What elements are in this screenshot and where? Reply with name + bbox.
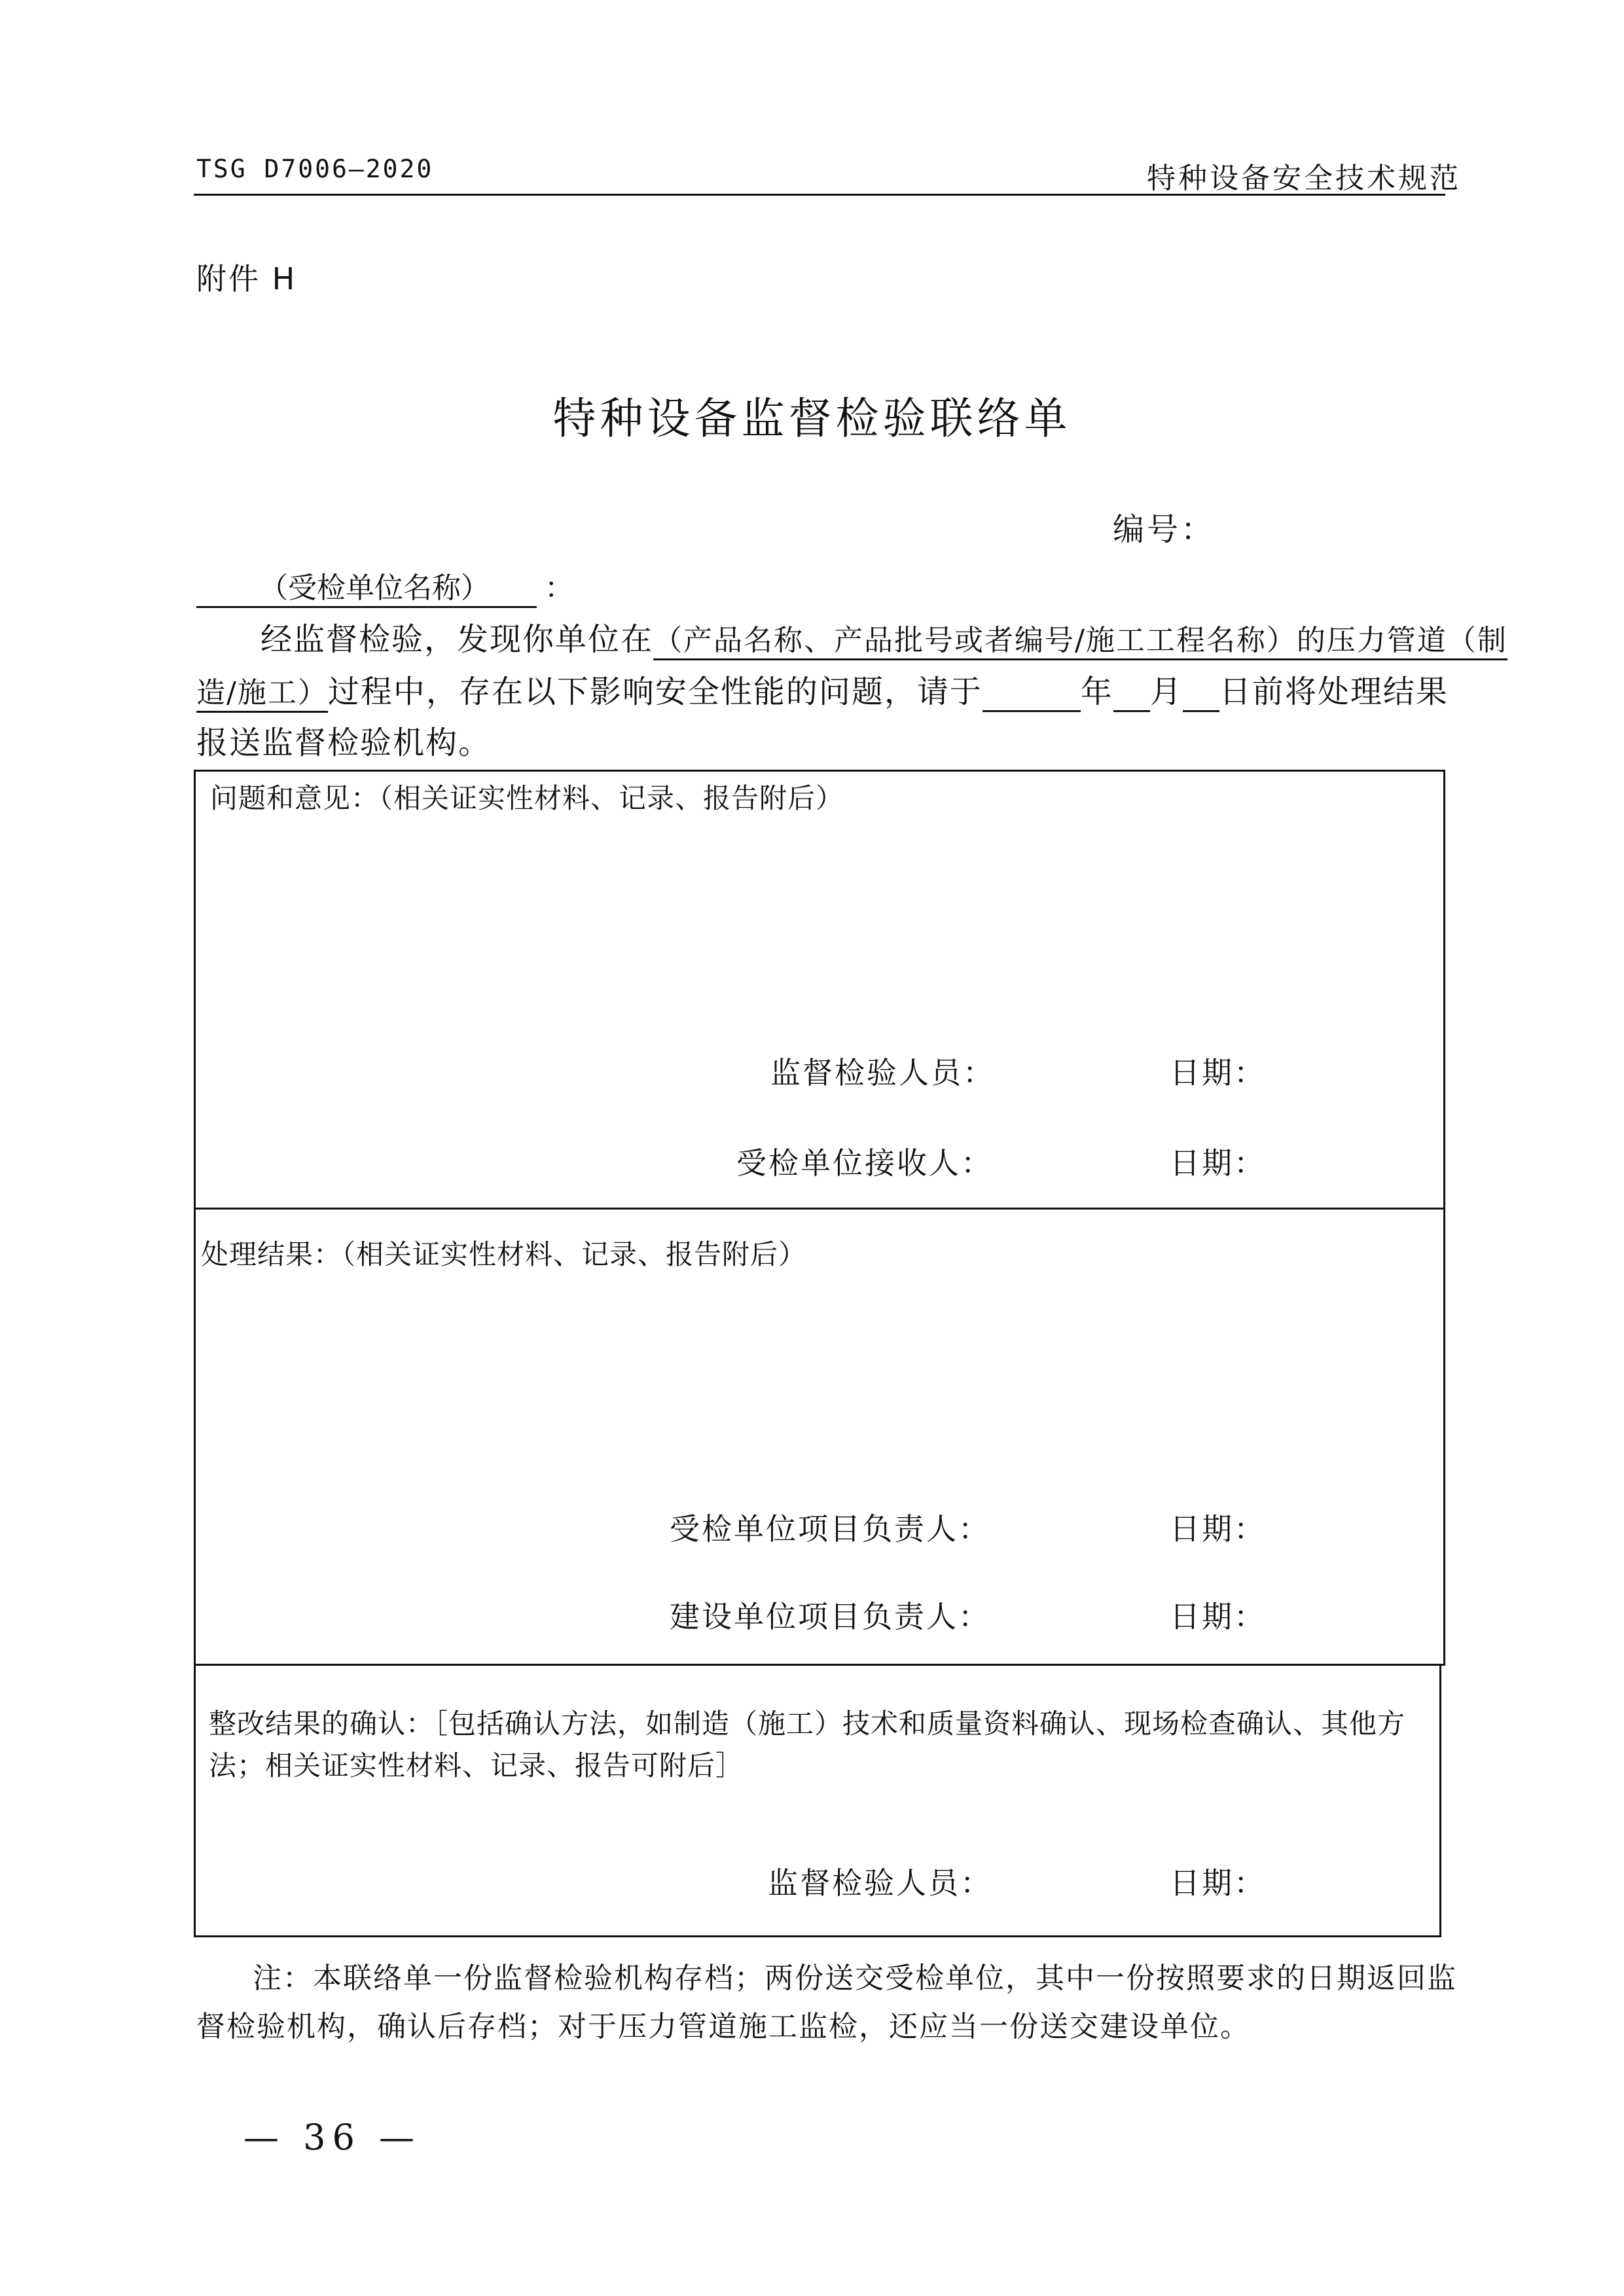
after-product: 过程中，存在以下影响安全性能的问题，请于 — [327, 673, 983, 710]
handling-label: 处理结果：（相关证实性材料、记录、报告附后） — [201, 1238, 807, 1270]
month-blank — [1113, 673, 1150, 712]
series-title: 特种设备安全技术规范 — [1147, 162, 1461, 195]
receiver-date-label: 日期： — [1170, 1145, 1266, 1181]
serial-label: 编号： — [1113, 511, 1216, 548]
receiver-label: 受检单位接收人： — [736, 1145, 993, 1181]
body-intro: 经监督检验，发现你单位在 — [261, 621, 654, 658]
project-lead-date-label: 日期： — [1170, 1511, 1266, 1547]
addressee-blank — [196, 564, 537, 608]
confirm-inspector-label: 监督检验人员： — [768, 1865, 992, 1901]
product-placeholder-cont: 造/施工） — [196, 669, 328, 713]
page-number: — 36 — — [244, 2117, 422, 2158]
body-line-1 — [261, 614, 1507, 660]
month-label: 月 — [1149, 673, 1183, 710]
project-lead-label: 受检单位项目负责人： — [670, 1511, 990, 1547]
confirm-section — [194, 1664, 1441, 1937]
addressee-colon: ： — [545, 571, 573, 605]
day-blank — [1183, 673, 1219, 712]
builder-lead-date-label: 日期： — [1170, 1599, 1266, 1634]
product-placeholder: （产品名称、产品批号或者编号/施工工程名称）的压力管道（制 — [653, 617, 1507, 660]
issues-section — [194, 770, 1445, 1210]
confirm-label-line2: 法；相关证实性材料、记录、报告可附后］ — [209, 1749, 744, 1782]
standard-code: TSG D7006—2020 — [196, 154, 434, 183]
year-label: 年 — [1080, 673, 1113, 710]
header-rule — [194, 194, 1445, 196]
handling-section — [194, 1208, 1445, 1666]
confirm-date-label: 日期： — [1170, 1865, 1266, 1901]
inspector-label: 监督检验人员： — [770, 1055, 995, 1090]
note-line-1: 注：本联络单一份监督检验机构存档；两份送交受检单位，其中一份按照要求的日期返回监 — [253, 1962, 1457, 1995]
confirm-label-line1: 整改结果的确认：［包括确认方法，如制造（施工）技术和质量资料确认、现场检查确认、其他方 — [209, 1708, 1406, 1740]
addressee-placeholder: （受检单位名称） — [259, 571, 490, 605]
doc-title: 特种设备监督检验联络单 — [552, 393, 1072, 444]
day-text: 日前将处理结果 — [1219, 673, 1449, 710]
builder-lead-label: 建设单位项目负责人： — [670, 1599, 990, 1634]
addressee-line — [196, 564, 573, 608]
inspector-date-label: 日期： — [1170, 1055, 1266, 1090]
body-line-3: 报送监督检验机构。 — [196, 725, 492, 761]
issues-label: 问题和意见：（相关证实性材料、记录、报告附后） — [210, 782, 844, 814]
note-line-2: 督检验机构，确认后存档；对于压力管道施工监检，还应当一份送交建设单位。 — [196, 2010, 1250, 2043]
year-blank — [983, 673, 1081, 712]
appendix-label: 附件 H — [196, 261, 297, 296]
body-line-2 — [196, 666, 1449, 713]
